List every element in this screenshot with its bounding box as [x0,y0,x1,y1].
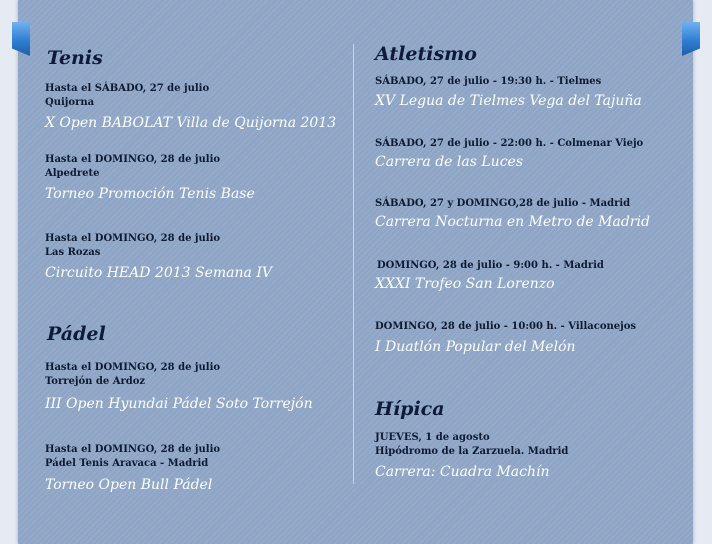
event-title: Carrera Nocturna en Metro de Madrid [375,214,650,230]
event-info: DOMINGO, 28 de julio - 10:00 h. - Villaconejos [375,321,637,332]
event-meta [375,431,568,459]
event-title: Carrera: Cuadra Machín [375,464,550,480]
event-meta [45,443,220,471]
right-corner-ribbon [682,22,700,56]
event-place: Torrejón de Ardoz [45,376,146,387]
event-place: Pádel Tenis Aravaca - Madrid [45,458,209,469]
event-title: XV Legua de Tielmes Vega del Tajuña [375,93,642,109]
event-meta [45,82,209,110]
left-corner-ribbon [12,22,30,56]
event-place: Alpedrete [45,168,100,179]
event-info: SÁBADO, 27 y DOMINGO,28 de julio - Madrid [375,198,631,209]
section-heading-tenis: Tenis [47,47,103,69]
column-divider [353,44,354,484]
event-info: SÁBADO, 27 de julio - 19:30 h. - Tielmes [375,76,602,87]
event-place: Las Rozas [45,247,101,258]
event-date: Hasta el DOMINGO, 28 de julio [45,233,221,244]
event-info: SÁBADO, 27 de julio - 22:00 h. - Colmenar Viejo [375,138,644,149]
event-place: Quijorna [45,97,95,108]
event-title: III Open Hyundai Pádel Soto Torrejón [45,396,313,412]
event-title: XXXI Trofeo San Lorenzo [375,276,555,292]
section-heading-atletismo: Atletismo [375,43,477,65]
event-meta [45,361,220,389]
event-date: JUEVES, 1 de agosto [375,432,490,443]
section-heading-padel: Pádel [47,323,106,345]
event-meta [45,153,220,181]
event-title: Circuito HEAD 2013 Semana IV [45,265,272,281]
event-title: Torneo Open Bull Pádel [45,477,213,493]
section-heading-hipica: Hípica [375,398,445,420]
event-date: Hasta el DOMINGO, 28 de julio [45,444,221,455]
event-title: Torneo Promoción Tenis Base [45,186,255,202]
event-title: I Duatlón Popular del Melón [375,339,576,355]
event-place: Hipódromo de la Zarzuela. Madrid [375,446,569,457]
event-info: DOMINGO, 28 de julio - 9:00 h. - Madrid [377,260,604,271]
event-meta [45,232,220,260]
event-date: Hasta el DOMINGO, 28 de julio [45,154,221,165]
event-date: Hasta el DOMINGO, 28 de julio [45,362,221,373]
event-date: Hasta el SÁBADO, 27 de julio [45,83,210,94]
event-title: Carrera de las Luces [375,154,523,170]
event-title: X Open BABOLAT Villa de Quijorna 2013 [45,115,337,131]
